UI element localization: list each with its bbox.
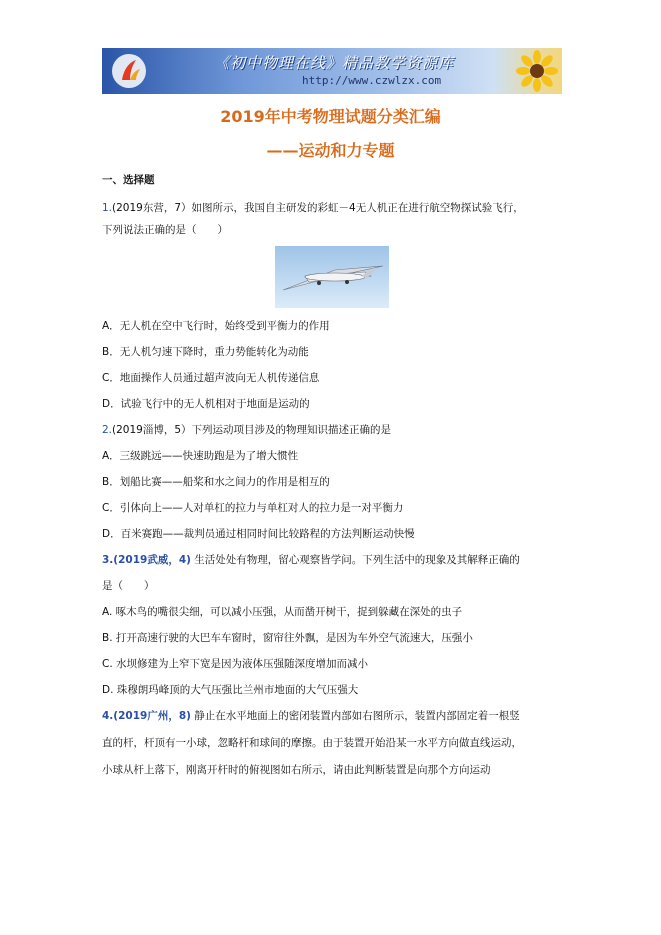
question-1-number: 1.	[102, 202, 113, 214]
drone-icon	[275, 246, 389, 308]
page-title: 2019年中考物理试题分类汇编	[220, 107, 441, 126]
question-1-option-c: C．地面操作人员通过超声波向无人机传递信息	[102, 372, 320, 384]
question-4-line-3: 小球从杆上落下，刚离开杆时的俯视图如右所示，请由此判断装置是向那个方向运动	[102, 764, 491, 776]
question-1-line-1	[102, 201, 524, 215]
banner-url: http://www.czwlzx.com	[302, 74, 442, 87]
question-4-source: (2019广州，8)	[113, 710, 191, 722]
question-2-line-1	[102, 423, 391, 437]
question-4-number: 4.	[102, 710, 114, 722]
page-subtitle: ——运动和力专题	[266, 141, 395, 160]
drone-photo	[275, 246, 389, 308]
question-2-text: (2019淄博，5）下列运动项目涉及的物理知识描述正确的是	[112, 424, 392, 436]
site-banner	[102, 48, 562, 94]
section-heading: 一、选择题	[102, 174, 155, 186]
question-2-option-c: C．引体向上——人对单杠的拉力与单杠对人的拉力是一对平衡力	[102, 502, 404, 514]
question-1-option-b: B．无人机匀速下降时，重力势能转化为动能	[102, 346, 309, 358]
question-1-line-2: 下列说法正确的是（ ）	[102, 224, 228, 236]
question-3-option-c: C. 水坝修建为上窄下宽是因为液体压强随深度增加而减小	[102, 658, 369, 670]
question-4-line-1	[102, 709, 520, 723]
question-4-line-2: 直的杆，杆顶有一小球，忽略杆和球间的摩擦。由于装置开始沿某一水平方向做直线运动，	[102, 737, 522, 749]
site-logo-icon	[110, 52, 148, 90]
question-2-option-a: A．三级跳远——快速助跑是为了增大惯性	[102, 450, 299, 462]
question-2-option-d: D．百米赛跑——裁判员通过相同时间比较路程的方法判断运动快慢	[102, 528, 415, 540]
question-3-option-a: A. 啄木鸟的嘴很尖细，可以减小压强，从而凿开树干，捉到躲藏在深处的虫子	[102, 606, 463, 618]
question-3-option-b: B. 打开高速行驶的大巴车车窗时，窗帘往外飘，是因为车外空气流速大，压强小	[102, 632, 473, 644]
question-2-option-b: B．划船比赛——船桨和水之间力的作用是相互的	[102, 476, 330, 488]
question-3-number: 3.	[102, 554, 114, 566]
question-3-line-2: 是（ ）	[102, 580, 155, 592]
question-3-line-1	[102, 553, 520, 567]
question-4-text: 静止在水平地面上的密闭装置内部如右图所示，装置内部固定着一根竖	[194, 710, 520, 722]
question-3-text: 生活处处有物理，留心观察皆学问。下列生活中的现象及其解释正确的	[194, 554, 520, 566]
question-1-option-d: D．试验飞行中的无人机相对于地面是运动的	[102, 398, 310, 410]
banner-title: 《初中物理在线》精品教学资源库	[214, 54, 455, 72]
sunflower-icon	[516, 50, 558, 92]
question-2-number: 2.	[102, 424, 113, 436]
question-3-option-d: D. 珠穆朗玛峰顶的大气压强比兰州市地面的大气压强大	[102, 684, 359, 696]
question-1-option-a: A．无人机在空中飞行时，始终受到平衡力的作用	[102, 320, 330, 332]
question-3-source: (2019武威，4)	[113, 554, 191, 566]
question-1-text: (2019东营，7）如图所示，我国自主研发的彩虹－4无人机正在进行航空物探试验飞行，	[112, 202, 524, 214]
